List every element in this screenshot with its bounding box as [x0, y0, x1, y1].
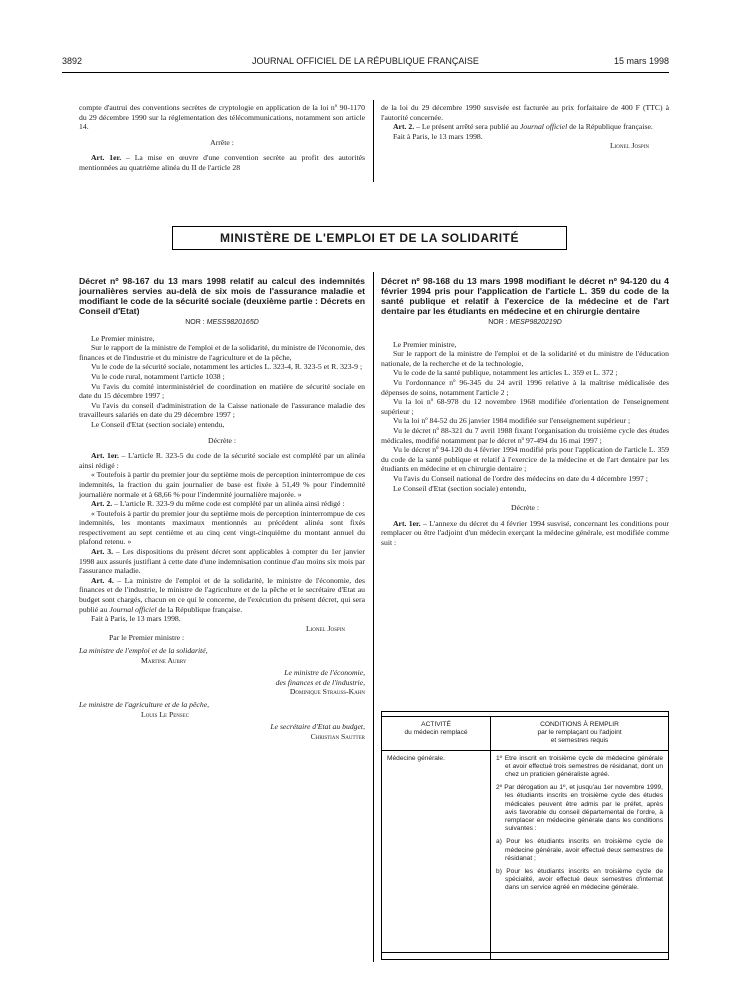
signatory-title: La ministre de l'emploi et de la solidarité,: [79, 646, 208, 655]
signature-top: Lionel Jospin: [609, 141, 649, 151]
article-1-top: Art. 1er. – La mise en œuvre d'une convention secrète au profit des autorités mentionnées au quatrième alinéa du II de l'article 28: [79, 153, 365, 172]
ministry-heading: MINISTÈRE DE L'EMPLOI ET DE LA SOLIDARITÉ: [172, 226, 567, 250]
decrete-heading-left: Décrète :: [208, 435, 236, 445]
signature-premier-ministre: Lionel Jospin: [305, 623, 345, 633]
visa-paragraph: Vu l'avis du comité interministériel de coordination en matière de sécurité sociale en date du 15 décembre 1997 ;: [79, 381, 365, 401]
visa-paragraph: Vu le décret nº 94-120 du 4 février 1994 modifié pris pour l'application de l'article L. 359 du code de la santé publique et relatif à l'exercice de la médecine et de l'art dentaire par les étudiants en médecine et en chirurgie dentaire ;: [381, 445, 669, 474]
article-1-quote: « Toutefois à partir du premier jour du septième mois de perception ininterrompue de ces indemnités, la fraction du gain journalier de base est fixée à 51,49 % pour l'indemnité journalière normale et à 68,66 % pour l'indemnité journalière majorée. »: [79, 470, 365, 499]
signatory-title: Le secrétaire d'Etat au budget,: [270, 722, 365, 732]
page-number: 3892: [62, 56, 83, 66]
condition-2a: a) Pour les étudiants inscrits en troisième cycle de médecine générale, avoir effectué deux semestres de résidanat ;: [496, 838, 663, 862]
signatory-name: Martine Aubry: [141, 655, 187, 665]
decree-title-right: Décret nº 98-168 du 13 mars 1998 modifiant le décret nº 94-120 du 4 février 1994 pris pour l'application de l'article L. 359 du code de la santé publique et relatif à l'exercice de la médecine et de l'art dentaire par les étudiants en médecine et en chirurgie dentaire: [381, 276, 669, 316]
arrete-heading: Arrête :: [210, 137, 234, 147]
article-1-right: Art. 1er. – L'annexe du décret du 4 février 1994 susvisé, concernant les conditions pour remplacer ou être l'adjoint d'un médecin exerçant la médecine générale, est modifiée comme suit :: [381, 518, 669, 547]
journal-title: JOURNAL OFFICIEL DE LA RÉPUBLIQUE FRANÇAISE: [252, 56, 479, 66]
signatory-name: Christian Sautter: [310, 731, 365, 741]
article-1-left: Art. 1er. – L'article R. 323-5 du code de la sécurité sociale est complété par un alinéa ainsi rédigé :: [79, 451, 365, 470]
condition-2b: b) Pour les étudiants inscrits en troisième cycle de spécialité, avoir effectué deux semestres d'internat dans un service agréé en médecine générale.: [496, 868, 663, 892]
article-2-left: Art. 2. – L'article R. 323-9 du même code est complété par un alinéa ainsi rédigé :: [91, 499, 345, 509]
condition-1: 1º Etre inscrit en troisième cycle de médecine générale et avoir effectué trois semestres de résidanat, dont un chez un praticien généraliste agréé.: [496, 754, 663, 779]
page-header: [62, 56, 669, 70]
top-right-continuation: [381, 103, 669, 151]
visa-paragraph: Vu la loi nº 68-978 du 12 novembre 1968 modifiée d'orientation de l'enseignement supérieur ;: [381, 397, 669, 416]
fait-a-paris-top: Fait à Paris, le 13 mars 1998.: [393, 131, 483, 141]
visa-paragraph: Vu le code rural, notamment l'article 1038 ;: [91, 371, 225, 381]
column-header-conditions: CONDITIONS À REMPLIR par le remplaçant ou l'adjoint et semestres requis: [491, 717, 669, 751]
column-divider-main: [373, 272, 374, 962]
condition-2: 2º Par dérogation au 1º, et jusqu'au 1er novembre 1999, les étudiants inscrits en troisième cycle des études médicales peuvent être admis par le préfet, après avis favorable du conseil départemental de l'ordre, à remplacer en médecine générale dans les conditions suivantes :: [496, 784, 663, 833]
par-le-premier-ministre: Par le Premier ministre :: [109, 633, 185, 643]
continuation-paragraph-right: de la loi du 29 décembre 1990 susvisée est facturée au prix forfaitaire de 400 F (TTC) à l'autorité concernée.: [381, 103, 669, 122]
premier-ministre-right: Le Premier ministre,: [393, 339, 457, 349]
visa-paragraph: Vu l'avis du Conseil national de l'ordre des médecins en date du 4 décembre 1997 ;: [393, 473, 648, 483]
decrete-heading-right: Décrète :: [511, 503, 539, 513]
annex-table: [381, 716, 669, 960]
visa-paragraph: Vu la loi nº 84-52 du 26 janvier 1984 modifiée sur l'enseignement supérieur ;: [393, 416, 631, 426]
decree-title-left: Décret nº 98-167 du 13 mars 1998 relatif au calcul des indemnités journalières servies au-delà de six mois de l'assurance maladie et modifiant le code de la sécurité sociale (deuxième partie : Décrets en Conseil d'Etat): [79, 276, 365, 316]
decree-98-168: [381, 276, 669, 547]
nor-right: NOR : MESP9820219D: [488, 319, 562, 326]
column-divider-top: [373, 100, 374, 182]
visa-paragraph: Vu l'ordonnance nº 96-345 du 24 avril 1996 relative à la maîtrise médicalisée des dépenses de soins, notamment l'article 2 ;: [381, 377, 669, 397]
table-row: [382, 750, 669, 959]
issue-date: 15 mars 1998: [613, 56, 669, 66]
signatory-title: Le ministre de l'agriculture et de la pêche,: [79, 699, 210, 709]
signatory-title: Le ministre de l'économie,: [284, 668, 365, 678]
header-rule: [62, 72, 669, 73]
article-2-top: Art. 2. – Le présent arrêté sera publié au Journal officiel de la République française.: [393, 122, 653, 132]
decree-98-167: [79, 276, 365, 741]
visa-paragraph: Vu le code de la santé publique, notamment les articles L. 359 et L. 372 ;: [393, 368, 618, 378]
premier-ministre-left: Le Premier ministre,: [91, 333, 155, 343]
fait-a-paris-left: Fait à Paris, le 13 mars 1998.: [91, 614, 181, 624]
article-2-quote: « Toutefois à partir du premier jour du septième mois de perception ininterrompue de ces indemnités, les montants maximaux mentionnés au précédent alinéa sont fixés respectivement au sept centième et au cinq cent vingt-cinquième du montant annuel du plafond retenu. »: [79, 508, 365, 547]
continuation-paragraph: compte d'autrui des conventions secrètes de cryptologie en application de la loi nº 90-1170 du 29 décembre 1990 sur la réglementation des télécommunications, notamment son article 14.: [79, 103, 365, 132]
visa-paragraph: Sur le rapport de la ministre de l'emploi et de la solidarité, du ministre de l'économie, des finances et de l'industrie et du ministre de l'agriculture et de la pêche,: [79, 343, 365, 362]
visa-paragraph: Vu l'avis du conseil d'administration de la Caisse nationale de l'assurance maladie des travailleurs salariés en date du 29 décembre 1997 ;: [79, 400, 365, 420]
article-4-left: Art. 4. – La ministre de l'emploi et de la solidarité, le ministre de l'économie, des finances et de l'industrie, le ministre de l'agriculture et de la pêche et le secrétaire d'Etat au budget sont chargés, chacun en ce qui le concerne, de l'exécution du présent décret, qui sera publié au Journal officiel de la République française.: [79, 575, 365, 614]
table-header-row: [382, 717, 669, 751]
article-3-left: Art. 3. – Les dispositions du présent décret sont applicables à compter du 1er janvier 1998 aux assurés justifiant à cette date d'une indemnisation continue d'au moins six mois par l'assurance maladie.: [79, 547, 365, 576]
visa-paragraph: Sur le rapport de la ministre de l'emploi et de la solidarité et du ministre de l'éducation nationale, de la recherche et de la technologie,: [381, 349, 669, 368]
signatory-title: des finances et de l'industrie,: [275, 677, 365, 687]
visa-paragraph: Vu le décret nº 88-321 du 7 avril 1988 fixant l'organisation du troisième cycle des études médicales, modifié notamment par le décret nº 97-494 du 16 mai 1997 ;: [381, 425, 669, 445]
visa-paragraph: Le Conseil d'Etat (section sociale) entendu,: [91, 419, 225, 429]
signatory-name: Louis Le Pensec: [141, 709, 190, 719]
top-left-continuation: [79, 103, 365, 173]
nor-left: NOR : MESS9820165D: [185, 319, 259, 326]
signatory-name: Dominique Strauss-Kahn: [289, 687, 365, 697]
column-header-activity: ACTIVITÉ du médecin remplacé: [382, 717, 491, 751]
visa-paragraph: Vu le code de la sécurité sociale, notamment les articles L. 323-4, R. 323-5 et R. 323-9 ;: [91, 362, 363, 372]
visa-paragraph: Le Conseil d'Etat (section sociale) entendu,: [393, 483, 527, 493]
cell-conditions: [491, 750, 669, 959]
cell-activity: Médecine générale.: [382, 750, 491, 959]
